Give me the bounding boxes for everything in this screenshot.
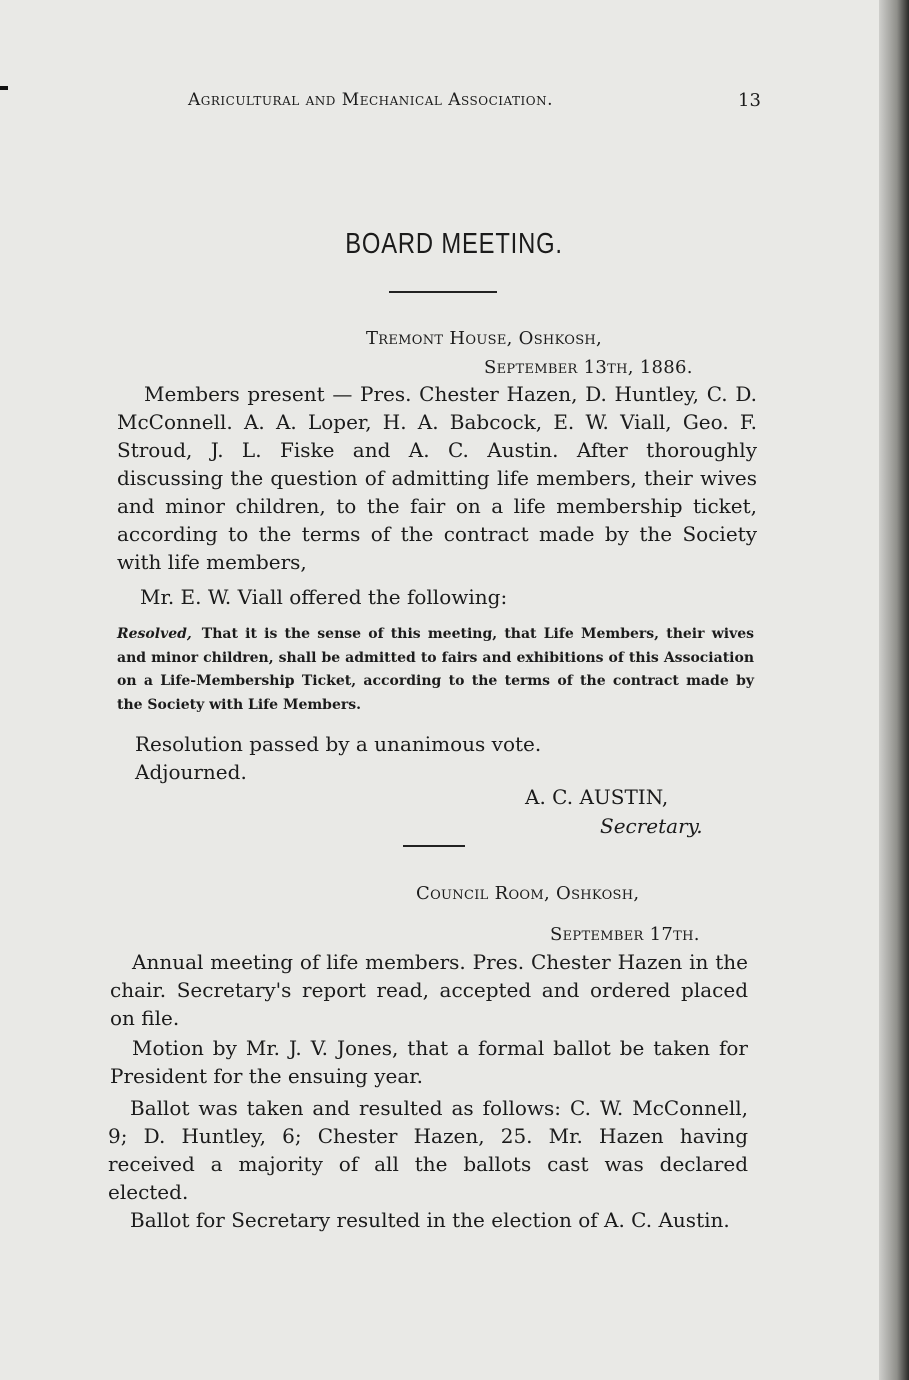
meeting2-paragraph-3: Ballot was taken and resulted as follows: C. W. McConnell, 9; D. Huntley, 6; Chester Hazen, 25. Mr. Hazen having received a majority of all the ballots cast was declared elected. [108,1096,748,1204]
meeting1-adjourned: Adjourned. [135,760,247,784]
meeting1-vote: Resolution passed by a unanimous vote. [135,732,542,756]
resolution-lead: Resolved, [117,626,192,642]
margin-mark [0,86,8,90]
section-rule [403,845,465,847]
meeting1-paragraph: Members present — Pres. Chester Hazen, D. Huntley, C. D. McConnell. A. A. Loper, H. A. Babcock, E. W. Viall, Geo. F. Stroud, J. L. Fiske and A. C. Austin. After thoroughly discussing the question of admitting life members, their wives and minor children, to the fair on a life membership ticket, according to the terms of the contract made by the Society with life members, [117,382,757,574]
meeting2-paragraph-2: Motion by Mr. J. V. Jones, that a formal ballot be taken for President for the ensuing year. [110,1036,748,1088]
signature-name: A. C. AUSTIN, [525,785,669,809]
resolution-text: That it is the sense of this meeting, that Life Members, their wives and minor children, shall be admitted to fairs and exhibitions of this Association on a Life-Membership Ticket, according to the terms of the contract made by the Society with Life Members. [117,626,754,713]
meeting2-place: Council Room, Oshkosh, [416,883,640,904]
running-head: Agricultural and Mechanical Association. [188,90,554,110]
meeting1-date: September 13th, 1886. [484,357,693,378]
meeting2-date: September 17th. [550,924,700,945]
page-title: BOARD MEETING. [345,228,563,260]
meeting2-paragraph-4: Ballot for Secretary resulted in the election of A. C. Austin. [130,1208,730,1232]
title-rule [389,291,497,293]
page-number: 13 [738,90,761,111]
book-page-edge [879,0,909,1380]
meeting1-place: Tremont House, Oshkosh, [366,328,603,349]
meeting1-motion: Mr. E. W. Viall offered the following: [140,585,508,609]
resolution-block [117,623,754,717]
meeting2-paragraph-1: Annual meeting of life members. Pres. Chester Hazen in the chair. Secretary's report read, accepted and ordered placed on file. [110,950,748,1030]
signature-title: Secretary. [600,814,703,838]
